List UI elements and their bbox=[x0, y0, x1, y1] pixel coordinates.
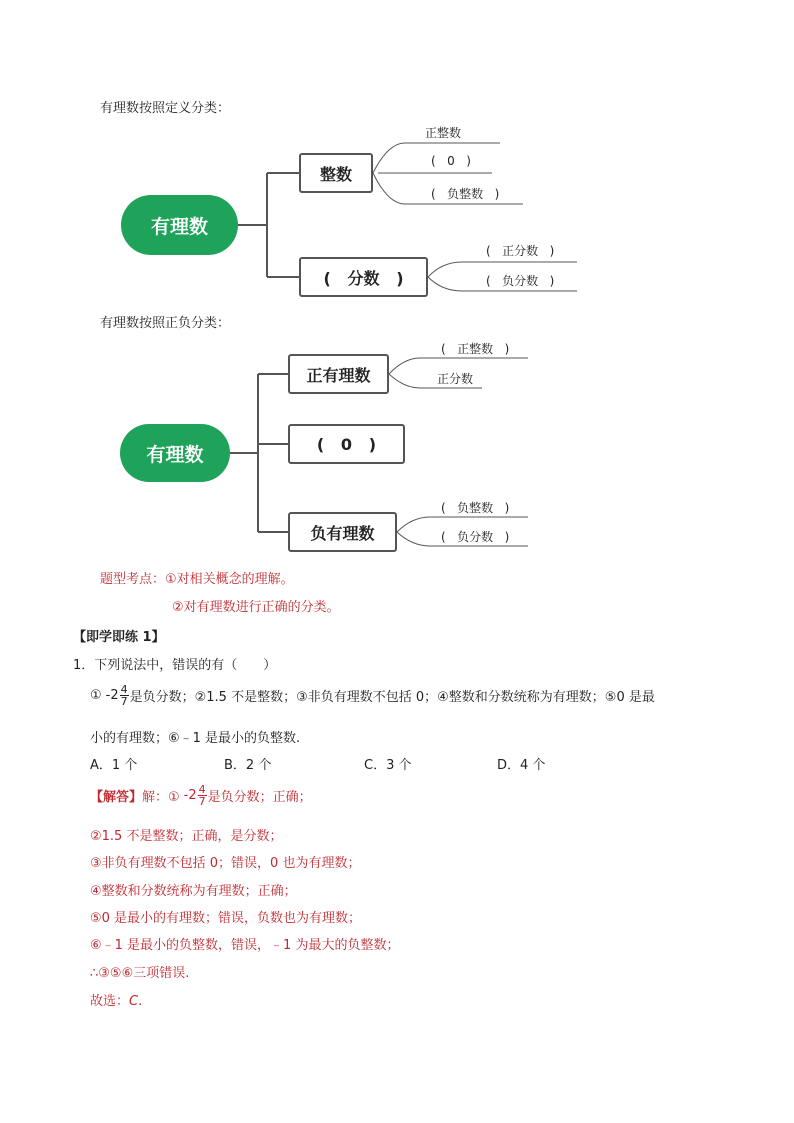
negative-rational-box: 负有理数 bbox=[288, 512, 397, 552]
fraction-box-label: ( 分数 ) bbox=[323, 268, 404, 288]
item-zero: ( 0 ) bbox=[431, 154, 471, 168]
item-positive-fraction: ( 正分数 ) bbox=[486, 244, 555, 258]
option-a: A．1 个 bbox=[90, 758, 138, 773]
statement-line1 bbox=[90, 684, 655, 707]
item2-positive-fraction: 正分数 bbox=[437, 372, 474, 386]
statement-prefix: ① bbox=[90, 688, 102, 703]
zero-box-label: ( 0 ) bbox=[316, 434, 377, 454]
item2-negative-fraction: ( 负分数 ) bbox=[441, 530, 510, 544]
fraction-denominator: 7 bbox=[120, 695, 128, 708]
fraction-four-sevenths bbox=[120, 684, 129, 707]
positive-rational-box: 正有理数 bbox=[288, 354, 389, 394]
answer-line1 bbox=[90, 784, 312, 807]
answer-fraction-denominator: 7 bbox=[198, 795, 206, 808]
root-rational-number-2: 有理数 bbox=[120, 424, 230, 482]
statement-line2: 小的有理数；⑥﹣1 是最小的负整数. bbox=[90, 731, 301, 746]
answer-fraction-numerator: 4 bbox=[198, 783, 206, 796]
final-suffix: . bbox=[138, 994, 143, 1009]
final-answer bbox=[90, 990, 142, 1009]
item-negative-integer: ( 负整数 ) bbox=[431, 187, 500, 201]
answer-line-2: ②1.5 不是整数；正确，是分数； bbox=[90, 829, 283, 844]
question-text: 1．下列说法中，错误的有（ ） bbox=[73, 658, 277, 673]
item-positive-integer: 正整数 bbox=[425, 126, 462, 140]
item-negative-fraction: ( 负分数 ) bbox=[486, 274, 555, 288]
answer-line-3: ③非负有理数不包括 0；错误，0 也为有理数； bbox=[90, 856, 361, 871]
option-c: C．3 个 bbox=[364, 758, 412, 773]
statement-rest: 是负分数；②1.5 不是整数；③非负有理数不包括 0；④整数和分数统称为有理数；⑤0 是最 bbox=[129, 690, 655, 705]
answer-line-6: ⑥﹣1 是最小的负整数，错误，﹣1 为最大的负整数； bbox=[90, 938, 400, 953]
item2-positive-integer: ( 正整数 ) bbox=[441, 342, 510, 356]
zero-box bbox=[288, 424, 405, 464]
kaodian-line1: 题型考点：①对相关概念的理解。 bbox=[100, 572, 294, 587]
section2-title: 有理数按照正负分类： bbox=[100, 316, 231, 331]
answer-line-4: ④整数和分数统称为有理数；正确； bbox=[90, 884, 297, 899]
answer-conclusion: ∴③⑤⑥三项错误. bbox=[90, 966, 190, 981]
answer-intro: 解：① bbox=[142, 790, 180, 805]
answer-rest: 是负分数；正确； bbox=[207, 790, 312, 805]
answer-fraction bbox=[198, 784, 207, 807]
root-rational-number-1: 有理数 bbox=[121, 195, 238, 255]
option-d: D．4 个 bbox=[497, 758, 546, 773]
answer-line-5: ⑤0 是最小的有理数；错误，负数也为有理数； bbox=[90, 911, 362, 926]
statement-neg: -2 bbox=[105, 688, 119, 703]
kaodian-line2: ②对有理数进行正确的分类。 bbox=[172, 600, 340, 615]
section1-title: 有理数按照定义分类： bbox=[100, 101, 231, 116]
fraction-numerator: 4 bbox=[120, 683, 128, 696]
final-choice: C bbox=[129, 994, 139, 1009]
answer-label: 【解答】 bbox=[90, 790, 143, 805]
integer-box: 整数 bbox=[299, 153, 373, 193]
final-prefix: 故选： bbox=[90, 994, 130, 1009]
answer-neg: -2 bbox=[183, 788, 197, 803]
practice-header: 【即学即练 1】 bbox=[73, 630, 165, 645]
item2-negative-integer: ( 负整数 ) bbox=[441, 501, 510, 515]
option-b: B．2 个 bbox=[224, 758, 272, 773]
